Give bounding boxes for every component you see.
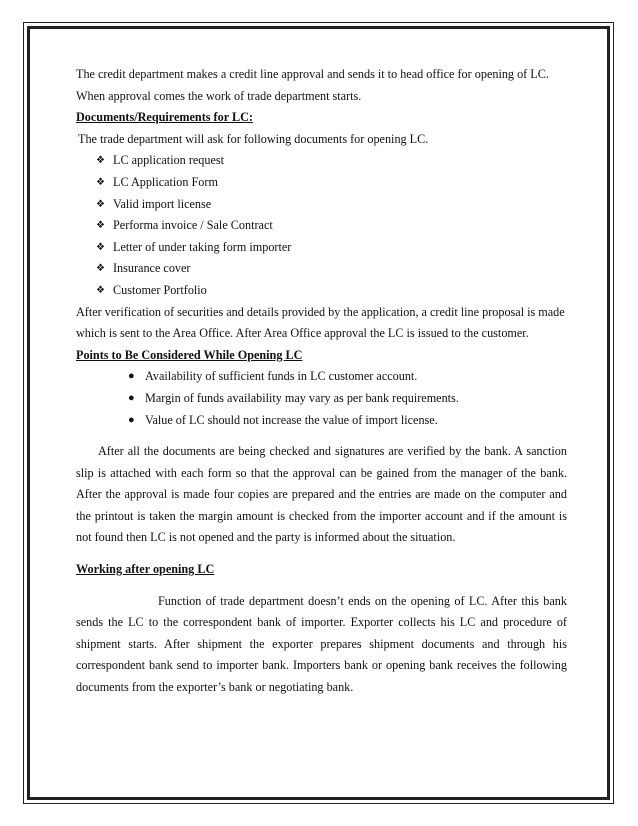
documents-intro: The trade department will ask for following documents for opening LC. bbox=[78, 131, 429, 146]
list-item: ❖ Performa invoice / Sale Contract bbox=[76, 215, 567, 237]
working-heading: Working after opening LC bbox=[76, 562, 215, 577]
bullet-icon: ● bbox=[128, 391, 135, 404]
bullet-icon: ● bbox=[128, 370, 135, 383]
documents-list bbox=[76, 150, 567, 301]
working-paragraph: Function of trade department doesn’t ends on the opening of LC. After this bank sends the LC to the correspondent bank of importer. Exporter collects his LC and procedure of shipment starts. After shipment the exporter prepares shipment documents and through his correspondent bank send to importer bank. Importers bank or opening bank receives the following documents from the exporter’s bank or negotiating bank. bbox=[76, 593, 567, 695]
list-item: ❖ LC application request bbox=[76, 150, 567, 172]
documents-heading: Documents/Requirements for LC: bbox=[76, 110, 253, 125]
list-item: ● Availability of sufficient funds in LC customer account. bbox=[76, 366, 567, 388]
list-item: ❖ LC Application Form bbox=[76, 172, 567, 194]
verification-process-paragraph: After all the documents are being checked and signatures are verified by the bank. A sanction slip is attached with each form so that the approval can be gained from the manager of the bank. After the approval is made four copies are prepared and the entries are made on the computer and the printout is taken the margin amount is checked from the importer account and if the amount is not found then LC is not opened and the party is informed about the situation. bbox=[76, 444, 567, 545]
document-body bbox=[76, 64, 567, 699]
list-item: ❖ Insurance cover bbox=[76, 258, 567, 280]
points-list bbox=[76, 366, 567, 431]
list-item: ● Value of LC should not increase the value of import license. bbox=[76, 410, 567, 432]
list-item: ❖ Letter of under taking form importer bbox=[76, 237, 567, 259]
diamond-bullet-icon: ❖ bbox=[96, 241, 105, 253]
list-item: ● Margin of funds availability may vary as per bank requirements. bbox=[76, 388, 567, 410]
list-item: ❖ Valid import license bbox=[76, 194, 567, 216]
points-heading: Points to Be Considered While Opening LC bbox=[76, 347, 303, 362]
diamond-bullet-icon: ❖ bbox=[96, 176, 105, 188]
diamond-bullet-icon: ❖ bbox=[96, 198, 105, 210]
intro-paragraph: The credit department makes a credit line approval and sends it to head office for opening of LC. When approval comes the work of trade department starts. bbox=[76, 67, 549, 103]
bullet-icon: ● bbox=[128, 413, 135, 426]
verification-paragraph: After verification of securities and details provided by the application, a credit line proposal is made which is sent to the Area Office. After Area Office approval the LC is issued to the customer. bbox=[76, 304, 565, 341]
list-item: ❖ Customer Portfolio bbox=[76, 280, 567, 302]
diamond-bullet-icon: ❖ bbox=[96, 155, 105, 167]
diamond-bullet-icon: ❖ bbox=[96, 220, 105, 232]
diamond-bullet-icon: ❖ bbox=[96, 263, 105, 275]
diamond-bullet-icon: ❖ bbox=[96, 284, 105, 296]
